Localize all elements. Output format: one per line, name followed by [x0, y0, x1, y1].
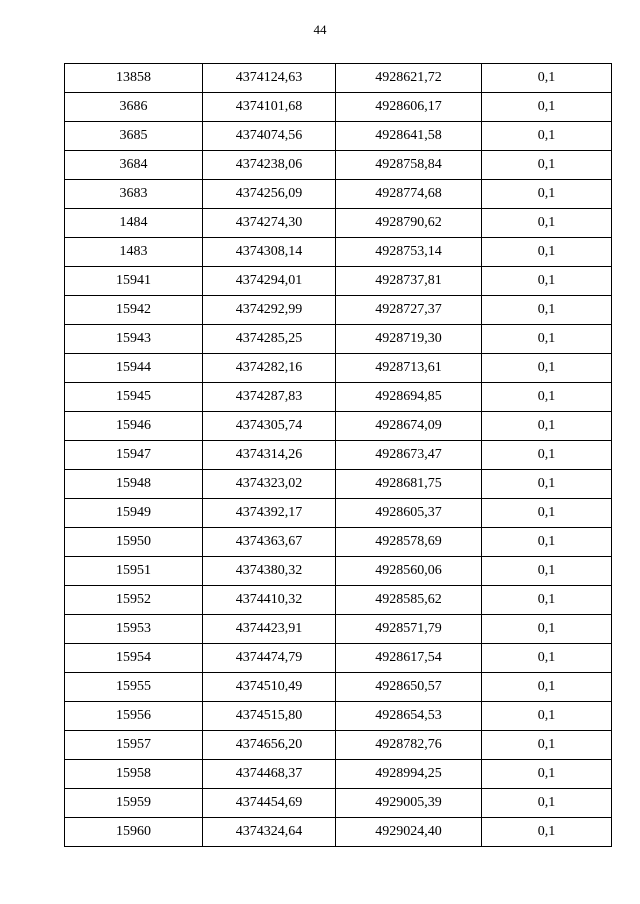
table-row	[65, 238, 612, 267]
x-coordinate-cell: 4374305,74	[203, 412, 336, 441]
coordinates-table	[64, 63, 612, 847]
table-row	[65, 441, 612, 470]
y-coordinate-cell: 4928617,54	[336, 644, 482, 673]
point-number-cell: 3684	[65, 151, 203, 180]
table-body	[65, 64, 612, 847]
accuracy-cell: 0,1	[482, 789, 612, 818]
table-row	[65, 789, 612, 818]
x-coordinate-cell: 4374474,79	[203, 644, 336, 673]
y-coordinate-cell: 4928713,61	[336, 354, 482, 383]
table-row	[65, 412, 612, 441]
y-coordinate-cell: 4928782,76	[336, 731, 482, 760]
x-coordinate-cell: 4374323,02	[203, 470, 336, 499]
table-row	[65, 209, 612, 238]
y-coordinate-cell: 4928606,17	[336, 93, 482, 122]
point-number-cell: 15959	[65, 789, 203, 818]
point-number-cell: 15944	[65, 354, 203, 383]
x-coordinate-cell: 4374238,06	[203, 151, 336, 180]
point-number-cell: 15947	[65, 441, 203, 470]
accuracy-cell: 0,1	[482, 586, 612, 615]
x-coordinate-cell: 4374468,37	[203, 760, 336, 789]
accuracy-cell: 0,1	[482, 296, 612, 325]
accuracy-cell: 0,1	[482, 818, 612, 847]
x-coordinate-cell: 4374124,63	[203, 64, 336, 93]
table-row	[65, 528, 612, 557]
point-number-cell: 3683	[65, 180, 203, 209]
x-coordinate-cell: 4374510,49	[203, 673, 336, 702]
accuracy-cell: 0,1	[482, 93, 612, 122]
table-row	[65, 296, 612, 325]
accuracy-cell: 0,1	[482, 412, 612, 441]
table-row	[65, 818, 612, 847]
y-coordinate-cell: 4928621,72	[336, 64, 482, 93]
accuracy-cell: 0,1	[482, 615, 612, 644]
x-coordinate-cell: 4374294,01	[203, 267, 336, 296]
y-coordinate-cell: 4928571,79	[336, 615, 482, 644]
y-coordinate-cell: 4928737,81	[336, 267, 482, 296]
table-row	[65, 180, 612, 209]
y-coordinate-cell: 4928727,37	[336, 296, 482, 325]
y-coordinate-cell: 4928753,14	[336, 238, 482, 267]
accuracy-cell: 0,1	[482, 151, 612, 180]
point-number-cell: 1484	[65, 209, 203, 238]
point-number-cell: 15945	[65, 383, 203, 412]
accuracy-cell: 0,1	[482, 760, 612, 789]
table-row	[65, 122, 612, 151]
table-row	[65, 93, 612, 122]
point-number-cell: 1483	[65, 238, 203, 267]
point-number-cell: 13858	[65, 64, 203, 93]
accuracy-cell: 0,1	[482, 122, 612, 151]
x-coordinate-cell: 4374285,25	[203, 325, 336, 354]
accuracy-cell: 0,1	[482, 731, 612, 760]
accuracy-cell: 0,1	[482, 238, 612, 267]
x-coordinate-cell: 4374308,14	[203, 238, 336, 267]
x-coordinate-cell: 4374423,91	[203, 615, 336, 644]
accuracy-cell: 0,1	[482, 354, 612, 383]
y-coordinate-cell: 4928673,47	[336, 441, 482, 470]
accuracy-cell: 0,1	[482, 441, 612, 470]
accuracy-cell: 0,1	[482, 209, 612, 238]
accuracy-cell: 0,1	[482, 673, 612, 702]
y-coordinate-cell: 4928654,53	[336, 702, 482, 731]
accuracy-cell: 0,1	[482, 644, 612, 673]
accuracy-cell: 0,1	[482, 470, 612, 499]
x-coordinate-cell: 4374256,09	[203, 180, 336, 209]
accuracy-cell: 0,1	[482, 557, 612, 586]
accuracy-cell: 0,1	[482, 499, 612, 528]
table-row	[65, 354, 612, 383]
table-row	[65, 702, 612, 731]
point-number-cell: 15942	[65, 296, 203, 325]
y-coordinate-cell: 4928719,30	[336, 325, 482, 354]
point-number-cell: 3685	[65, 122, 203, 151]
accuracy-cell: 0,1	[482, 267, 612, 296]
table-row	[65, 586, 612, 615]
table-row	[65, 383, 612, 412]
point-number-cell: 15958	[65, 760, 203, 789]
table-row	[65, 151, 612, 180]
y-coordinate-cell: 4928578,69	[336, 528, 482, 557]
table-row	[65, 64, 612, 93]
y-coordinate-cell: 4928790,62	[336, 209, 482, 238]
table-row	[65, 731, 612, 760]
x-coordinate-cell: 4374074,56	[203, 122, 336, 151]
point-number-cell: 15946	[65, 412, 203, 441]
table-row	[65, 267, 612, 296]
point-number-cell: 15954	[65, 644, 203, 673]
point-number-cell: 15960	[65, 818, 203, 847]
point-number-cell: 15956	[65, 702, 203, 731]
accuracy-cell: 0,1	[482, 702, 612, 731]
x-coordinate-cell: 4374292,99	[203, 296, 336, 325]
accuracy-cell: 0,1	[482, 528, 612, 557]
point-number-cell: 15941	[65, 267, 203, 296]
y-coordinate-cell: 4928994,25	[336, 760, 482, 789]
table-row	[65, 557, 612, 586]
point-number-cell: 15952	[65, 586, 203, 615]
table-row	[65, 760, 612, 789]
point-number-cell: 15948	[65, 470, 203, 499]
table-row	[65, 615, 612, 644]
x-coordinate-cell: 4374282,16	[203, 354, 336, 383]
table-row	[65, 673, 612, 702]
y-coordinate-cell: 4929024,40	[336, 818, 482, 847]
y-coordinate-cell: 4929005,39	[336, 789, 482, 818]
table-row	[65, 470, 612, 499]
y-coordinate-cell: 4928641,58	[336, 122, 482, 151]
y-coordinate-cell: 4928694,85	[336, 383, 482, 412]
point-number-cell: 15943	[65, 325, 203, 354]
x-coordinate-cell: 4374656,20	[203, 731, 336, 760]
point-number-cell: 15950	[65, 528, 203, 557]
x-coordinate-cell: 4374392,17	[203, 499, 336, 528]
x-coordinate-cell: 4374363,67	[203, 528, 336, 557]
point-number-cell: 15951	[65, 557, 203, 586]
x-coordinate-cell: 4374274,30	[203, 209, 336, 238]
x-coordinate-cell: 4374101,68	[203, 93, 336, 122]
y-coordinate-cell: 4928774,68	[336, 180, 482, 209]
table-row	[65, 325, 612, 354]
x-coordinate-cell: 4374515,80	[203, 702, 336, 731]
y-coordinate-cell: 4928585,62	[336, 586, 482, 615]
y-coordinate-cell: 4928681,75	[336, 470, 482, 499]
table-row	[65, 499, 612, 528]
x-coordinate-cell: 4374324,64	[203, 818, 336, 847]
point-number-cell: 15949	[65, 499, 203, 528]
y-coordinate-cell: 4928758,84	[336, 151, 482, 180]
y-coordinate-cell: 4928674,09	[336, 412, 482, 441]
accuracy-cell: 0,1	[482, 383, 612, 412]
x-coordinate-cell: 4374314,26	[203, 441, 336, 470]
point-number-cell: 15953	[65, 615, 203, 644]
point-number-cell: 15957	[65, 731, 203, 760]
x-coordinate-cell: 4374380,32	[203, 557, 336, 586]
point-number-cell: 3686	[65, 93, 203, 122]
accuracy-cell: 0,1	[482, 180, 612, 209]
x-coordinate-cell: 4374410,32	[203, 586, 336, 615]
x-coordinate-cell: 4374454,69	[203, 789, 336, 818]
y-coordinate-cell: 4928605,37	[336, 499, 482, 528]
page-number: 44	[313, 22, 327, 37]
y-coordinate-cell: 4928560,06	[336, 557, 482, 586]
table-row	[65, 644, 612, 673]
x-coordinate-cell: 4374287,83	[203, 383, 336, 412]
point-number-cell: 15955	[65, 673, 203, 702]
accuracy-cell: 0,1	[482, 64, 612, 93]
accuracy-cell: 0,1	[482, 325, 612, 354]
y-coordinate-cell: 4928650,57	[336, 673, 482, 702]
